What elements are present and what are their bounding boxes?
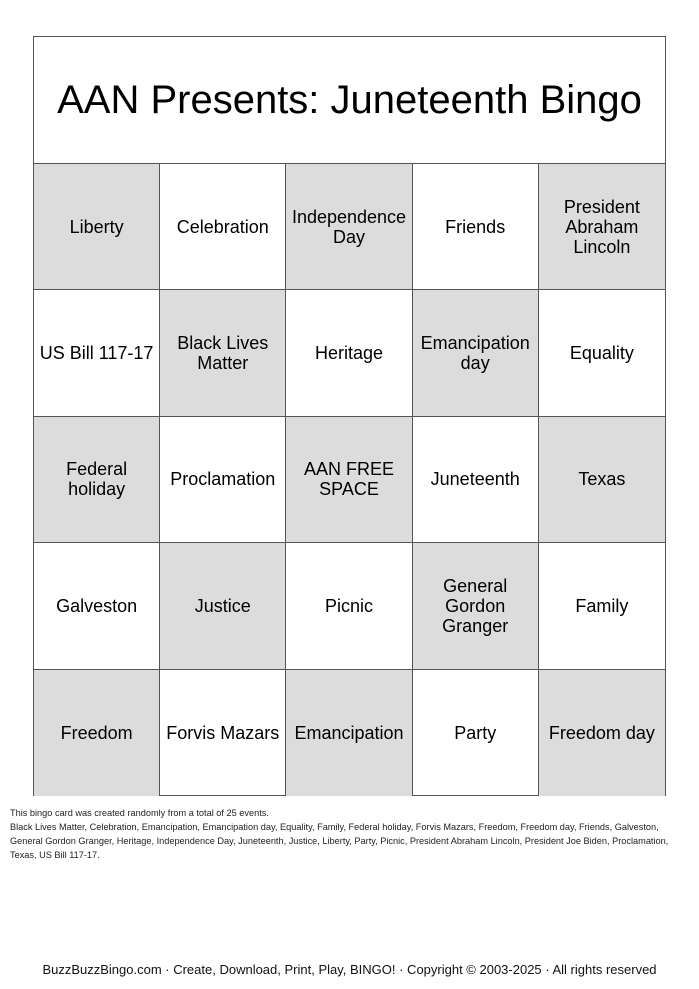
bingo-cell: Equality xyxy=(539,290,665,416)
bingo-cell: Celebration xyxy=(160,164,286,290)
bingo-cell: Black Lives Matter xyxy=(160,290,286,416)
bingo-cell: Texas xyxy=(539,417,665,543)
card-title: AAN Presents: Juneteenth Bingo xyxy=(34,37,665,164)
bingo-cell: Juneteenth xyxy=(413,417,539,543)
bingo-cell: Emancipation day xyxy=(413,290,539,416)
bingo-cell: Galveston xyxy=(34,543,160,669)
note-event-list: Black Lives Matter, Celebration, Emancipation, Emancipation day, Equality, Family, Federal holiday, Forvis Mazars, Freedom, Freedom day, Friends, Galveston, General Gordon Granger, Heritage, Independence Day, Juneteenth, Justice, Liberty, Party, Picnic, President Abraham Lincoln, President Joe Biden, Proclamation, Texas, US Bill 117-17. xyxy=(10,822,669,860)
bingo-cell: Family xyxy=(539,543,665,669)
bingo-cell: Federal holiday xyxy=(34,417,160,543)
bingo-cell: Party xyxy=(413,670,539,796)
bingo-cell: Freedom xyxy=(34,670,160,796)
bingo-cell: Justice xyxy=(160,543,286,669)
bingo-cell: Liberty xyxy=(34,164,160,290)
note-summary: This bingo card was created randomly from a total of 25 events. xyxy=(10,808,269,818)
bingo-cell: Freedom day xyxy=(539,670,665,796)
bingo-cell: Independence Day xyxy=(286,164,412,290)
bingo-cell: Heritage xyxy=(286,290,412,416)
bingo-cell: Forvis Mazars xyxy=(160,670,286,796)
free-space-cell: AAN FREE SPACE xyxy=(286,417,412,543)
page-footer: BuzzBuzzBingo.com · Create, Download, Print, Play, BINGO! · Copyright © 2003-2025 · All rights reserved xyxy=(42,962,657,977)
bingo-card xyxy=(33,36,666,796)
bingo-cell: Proclamation xyxy=(160,417,286,543)
card-note xyxy=(10,806,692,862)
bingo-grid xyxy=(34,164,665,796)
bingo-cell: Emancipation xyxy=(286,670,412,796)
bingo-cell: Friends xyxy=(413,164,539,290)
bingo-cell: President Abraham Lincoln xyxy=(539,164,665,290)
bingo-cell: US Bill 117-17 xyxy=(34,290,160,416)
bingo-cell: Picnic xyxy=(286,543,412,669)
bingo-cell: General Gordon Granger xyxy=(413,543,539,669)
